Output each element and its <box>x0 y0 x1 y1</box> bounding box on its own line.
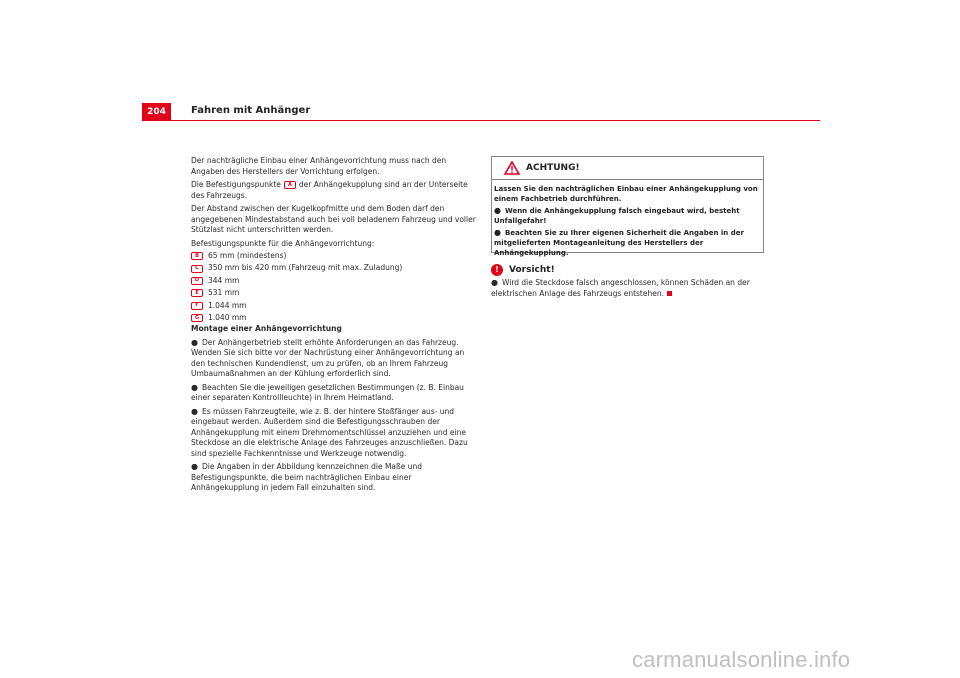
bullet-text: Es müssen Fahrzeugteile, wie z. B. der hintere Stoßfänger aus- und eingebaut werden. Außerdem sind die Befestigungsschrauben der Anhängekupplung mit einem Drehmomentschlüssel anzuziehen und eine Steckdose an die elektrische Anlage des Fahrzeuges anzuschließen. Dazu sind spezielle Fachkenntnisse und Werkzeuge notwendig. <box>191 406 468 458</box>
bullet-icon: ● <box>191 382 198 392</box>
caution-section <box>491 264 776 299</box>
page-number: 204 <box>142 103 171 120</box>
spec-row <box>191 250 476 262</box>
spec-value: 531 mm <box>208 288 240 298</box>
spec-row <box>191 300 476 312</box>
warning-bullet <box>494 206 759 226</box>
badge-d: D <box>191 277 203 285</box>
spec-row <box>191 275 476 287</box>
bullet-text: Der Anhängerbetrieb stellt erhöhte Anforderungen an das Fahrzeug. Wenden Sie sich bitte vor der Nachrüstung einer Anhängevorrichtung an den technischen Kundendienst, um zu prüfen, ob an Ihrem Fahrzeug Umbaumaßnahmen an der Kühlung erforderlich sind. <box>191 337 465 379</box>
caution-text: Wird die Steckdose falsch angeschlossen, können Schäden an der elektrischen Anlage des Fahrzeugs entstehen. <box>491 278 750 298</box>
end-of-section-icon <box>667 291 672 296</box>
spec-value: 1.040 mm <box>208 312 247 322</box>
mount-prefix: Die Befestigungspunkte <box>191 180 281 189</box>
bullet-item <box>191 462 476 494</box>
bullet-icon: ● <box>191 406 198 416</box>
bullet-text: Beachten Sie die jeweiligen gesetzlichen Bestimmungen (z. B. Einbau einer separaten Kontrollleuchte) in Ihrem Heimatland. <box>191 382 464 403</box>
warning-bullet <box>494 228 759 258</box>
spec-value: 350 mm bis 420 mm (Fahrzeug mit max. Zuladung) <box>208 263 403 273</box>
warning-title: ACHTUNG! <box>526 163 580 173</box>
caution-exclamation-icon: ! <box>491 264 503 276</box>
specs-title: Befestigungspunkte für die Anhängevorrichtung: <box>191 238 375 248</box>
intro-paragraph: Der nachträgliche Einbau einer Anhängevorrichtung muss nach den Angaben des Herstellers der Vorrichtung erfolgen. <box>191 156 447 176</box>
header-divider <box>142 120 820 121</box>
montage-heading: Montage einer Anhängevorrichtung <box>191 324 342 334</box>
watermark-text: carmanualsonline.info <box>632 647 851 672</box>
bullet-icon: ● <box>191 462 198 472</box>
spec-row <box>191 262 476 274</box>
caution-header <box>491 264 776 276</box>
mount-paragraph <box>191 180 476 201</box>
bullet-text: Die Angaben in der Abbildung kennzeichnen die Maße und Befestigungspunkte, die beim nachträglichen Einbau einer Anhängekupplung in jedem Fall einzuhalten sind. <box>191 462 423 493</box>
left-column <box>191 156 476 497</box>
warning-body <box>492 179 763 258</box>
warning-bullet-text: Beachten Sie zu Ihrer eigenen Sicherheit die Angaben in der mitgelieferten Montageanleitung des Herstellers der Anhängekupplung. <box>494 229 744 257</box>
badge-a: A <box>284 181 296 189</box>
caution-text-row <box>491 278 776 299</box>
spec-list <box>191 250 476 324</box>
badge-e: E <box>191 289 203 297</box>
warning-bullet-text: Wenn die Anhängekupplung falsch eingebaut wird, besteht Unfallgefahr! <box>494 207 740 225</box>
bullet-icon: ● <box>191 337 198 347</box>
spec-value: 344 mm <box>208 275 240 285</box>
bullet-item <box>191 383 476 404</box>
bullet-icon: ● <box>494 206 501 215</box>
bullet-item <box>191 407 476 460</box>
badge-f: F <box>191 302 203 310</box>
warning-box <box>491 156 764 257</box>
badge-c: C <box>191 265 203 273</box>
warning-intro: Lassen Sie den nachträglichen Einbau einer Anhängekupplung von einem Fachbetrieb durchführen. <box>494 185 758 203</box>
caution-title: Vorsicht! <box>509 264 555 275</box>
badge-g: G <box>191 314 203 322</box>
spec-value: 1.044 mm <box>208 300 247 310</box>
bullet-item <box>191 338 476 380</box>
distance-paragraph: Der Abstand zwischen der Kugelkopfmitte und dem Boden darf den angegebenen Mindestabstand auch bei voll beladenem Fahrzeug und voller Stützlast nicht unterschritten werden. <box>191 204 476 234</box>
mount-suffix: der Anhängekupplung sind an der Unterseite des Fahrzeugs. <box>191 180 468 200</box>
page-title: Fahren mit Anhänger <box>191 105 311 116</box>
warning-header <box>492 157 763 179</box>
warning-triangle-icon <box>504 161 520 175</box>
spec-row <box>191 312 476 324</box>
badge-b: B <box>191 252 203 260</box>
bullet-icon: ● <box>491 278 498 287</box>
bullet-icon: ● <box>494 228 501 237</box>
spec-row <box>191 287 476 299</box>
spec-value: 65 mm (mindestens) <box>208 250 287 260</box>
